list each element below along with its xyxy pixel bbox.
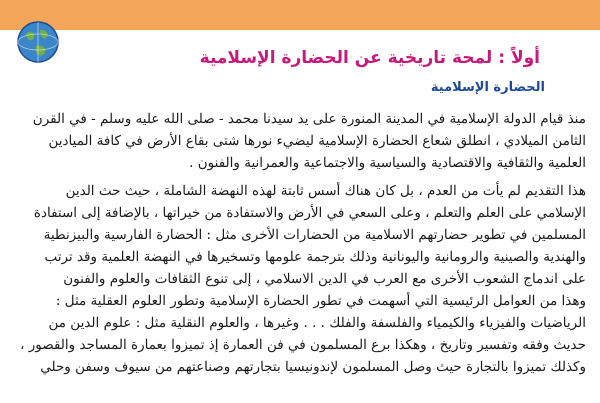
text-line: المسلمين في تطوير حضارتهم الاسلامية من الحضارات الأخرى مثل : الحضارة الفارسية والبيزنطية	[43, 227, 586, 243]
section-subtitle: الحضارة الإسلامية	[430, 80, 545, 95]
text-line: على اندماج الشعوب الأخرى مع العرب في الدين الاسلامي ، إلى تنوع الثقافات والعلوم والفنون	[63, 271, 586, 287]
paragraph-1	[18, 108, 586, 174]
body-text	[18, 108, 586, 378]
text-line: منذ قيام الدولة الإسلامية في المدينة المنورة على يد سيدنا محمد - صلى الله عليه وسلم - في القرن	[32, 111, 586, 127]
text-line: هذا التقديم لم يأت من العدم ، بل كان هناك أسس ثابتة لهذه النهضة الشاملة ، حيث حث الدين	[65, 183, 586, 199]
text-line: والهندية والصينية والرومانية واليونانية وذلك بترجمة علومها وتسخيرها في النهضة العلمية وقد ترتب	[44, 249, 586, 265]
text-line: حديث وفقه وتفسير وتاريخ ، وهكذا برع المسلمون في فن العمارة إذ تميزوا بعمارة المساجد والقصور ،	[20, 337, 586, 353]
text-line: وهذا من العوامل الرئيسية التي أسهمت في تطور الحضارة الإسلامية وتطور العلوم العقلية مثل :	[55, 293, 586, 309]
globe-icon	[16, 20, 60, 64]
text-line: الإسلامي على العلم والتعلم ، وعلى السعي في الأرض والاستفادة من خيراتها ، بالإضافة إلى استفادة	[33, 205, 586, 221]
header-band	[0, 0, 600, 30]
text-line: الرياضيات والفيزياء والكيمياء والفلسفة والفلك . . . وغيرها ، والعلوم النقلية مثل : علوم الدين من	[48, 315, 586, 331]
text-line: وكذلك تميزوا بالتجارة حيث وصل المسلمون لإندونيسيا بتجارتهم وصناعتهم من سيوف وسفن وحلي	[40, 359, 586, 375]
text-line: الثامن الميلادي ، انطلق شعاع الحضارة الإسلامية ليضيء نورها شتى بقاع الأرض في كافة الميادين	[48, 133, 586, 149]
text-line: العلمية والثقافية والاقتصادية والسياسية والاجتماعية والعمرانية والفنون .	[189, 155, 586, 171]
page-title: أولاً : لمحة تاريخية عن الحضارة الإسلامية	[199, 48, 540, 68]
paragraph-2	[18, 180, 586, 378]
